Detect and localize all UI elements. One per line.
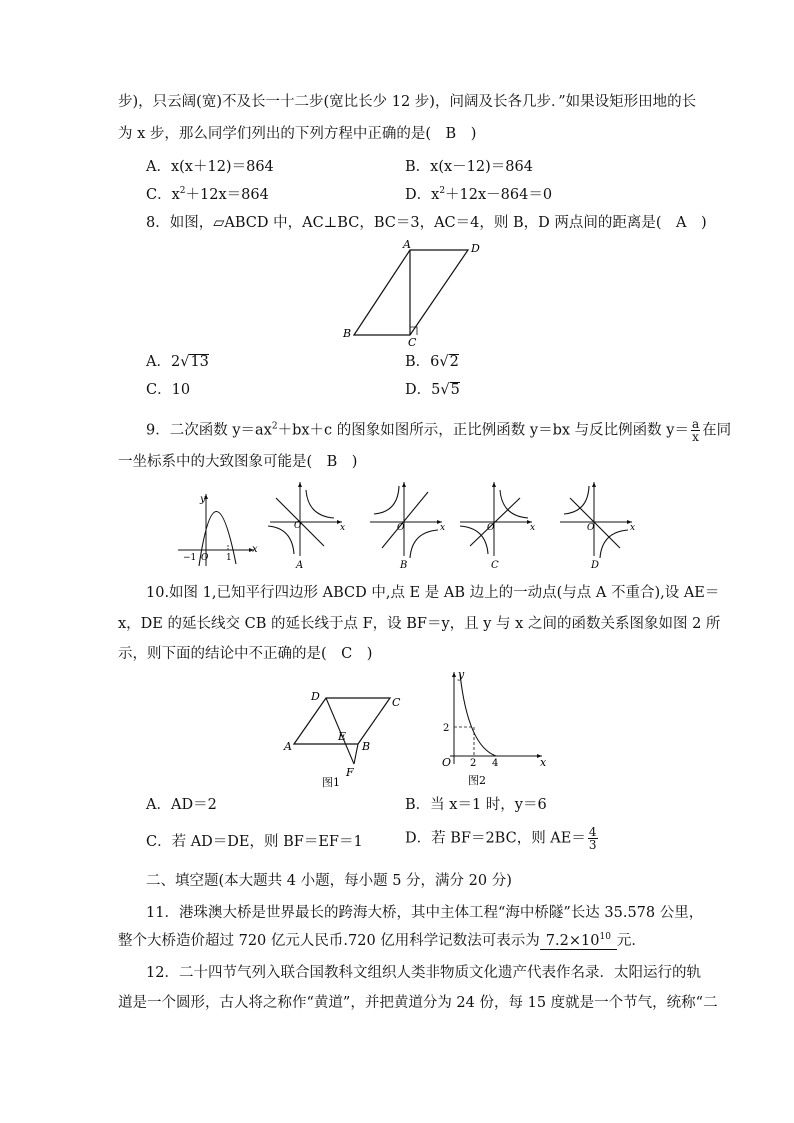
q7-option-d: D．$x^2+12x-864=0$	[405, 186, 553, 203]
section-2-title: 二、填空题(本大题共 4 小题，每小题 5 分，满分 20 分)	[146, 873, 512, 889]
fig1-caption: 图1	[322, 776, 340, 789]
svg-text:C: C	[491, 560, 499, 570]
fraction-four-thirds: $\frac{4}{3}$	[588, 825, 597, 852]
q8-option-b: B．6√2	[405, 354, 459, 370]
svg-text:4: 4	[492, 758, 499, 769]
q8-stem: 8．如图，▱ABCD 中，AC⊥BC，BC＝3，AC＝4，则 B，D 两点间的距离是( A )	[146, 215, 707, 231]
svg-text:O: O	[587, 523, 595, 533]
q10-line-3: 示，则下面的结论中不正确的是( C )	[118, 646, 373, 662]
svg-text:O: O	[442, 756, 452, 769]
svg-text:O: O	[487, 523, 495, 533]
q8-option-c: C．10	[146, 382, 191, 398]
svg-text:2: 2	[443, 723, 450, 734]
svg-text:x: x	[340, 523, 346, 533]
graph-option-a	[268, 482, 345, 570]
q11-answer: $7.2\times 10^{10}$	[540, 933, 617, 950]
graph-option-d	[560, 482, 635, 570]
q9-stem: 9．二次函数 $y=ax^2+bx+c$ 的图象如图所示，正比例函数 y＝bx 与反比例函数 y＝ $\frac{a}{x}$ 在同	[146, 417, 732, 444]
svg-text:O: O	[294, 521, 302, 531]
q12-line-2: 道是一个圆形，古人将之称作“黄道”，并把黄道分为 24 份，每 15 度就是一个节气，统称“二	[118, 995, 718, 1011]
quadratic-graph	[178, 494, 258, 566]
segment-bf	[354, 744, 358, 764]
svg-text:x: x	[540, 756, 546, 769]
svg-text:x: x	[630, 523, 636, 533]
q10-option-a: A．AD＝2	[146, 797, 217, 813]
svg-text:x: x	[252, 544, 258, 555]
q10-option-b: B．当 x＝1 时，y＝6	[405, 797, 547, 813]
q10-line-2: x，DE 的延长线交 CB 的延长线于点 F，设 BF＝y，且 y 与 x 之间的函数关系图象如图 2 所	[118, 616, 721, 632]
svg-text:2: 2	[470, 758, 477, 769]
q10-option-d: D．若 BF＝2BC，则 AE＝ $\frac{4}{3}$	[405, 825, 597, 852]
svg-text:y: y	[200, 494, 206, 505]
svg-text:x: x	[530, 523, 536, 533]
svg-text:1: 1	[226, 553, 232, 563]
q9-line-2: 一坐标系中的大致图象可能是( B )	[118, 454, 358, 470]
svg-text:A: A	[284, 740, 292, 753]
q12-line-1: 12．二十四节气列入联合国教科文组织人类非物质文化遗产代表作名录．太阳运行的轨	[146, 965, 701, 981]
svg-text:D: D	[591, 560, 600, 570]
svg-text:A: A	[296, 560, 304, 570]
q7-option-c: C．$x^2+12x=864$	[146, 186, 269, 203]
svg-text:B: B	[362, 740, 371, 753]
q7-line-2: 为 x 步，那么同学们列出的下列方程中正确的是( B )	[118, 126, 477, 142]
svg-text:O: O	[201, 553, 209, 563]
q10-figure-2	[438, 668, 546, 790]
q10-line-1: 10.如图 1,已知平行四边形 ABCD 中,点 E 是 AB 边上的一动点(与点 A 不重合),设 AE＝	[146, 585, 720, 601]
svg-text:y: y	[458, 668, 465, 681]
label-a: A	[403, 238, 411, 251]
q8-option-d: D．5√5	[405, 382, 460, 398]
fraction-a-over-x: $\frac{a}{x}$	[691, 417, 700, 444]
q8-parallelogram-figure	[330, 236, 490, 348]
q10-option-c: C．若 AD＝DE，则 BF＝EF＝1	[146, 834, 363, 850]
label-b: B	[343, 327, 352, 340]
q11-line-2: 整个大桥造价超过 720 亿元人民币.720 亿用科学记数法可表示为 $7.2\times 10^{10}$ 元．	[118, 932, 646, 949]
q8-option-a: A．2√13	[146, 354, 209, 370]
graph-option-c	[460, 482, 535, 570]
q10-figure-1	[282, 688, 412, 790]
svg-text:E: E	[338, 730, 347, 743]
svg-text:O: O	[397, 523, 405, 533]
q7-option-a: A．x(x＋12)＝864	[146, 159, 274, 175]
q7-option-b: B．x(x－12)＝864	[405, 159, 533, 175]
svg-text:−1: −1	[183, 553, 197, 563]
q7-line-1: 步)，只云阔(宽)不及长一十二步(宽比长少 12 步)，问阔及长各几步．”如果设矩形田地的长	[118, 94, 697, 110]
q9-graphs	[170, 478, 650, 570]
svg-text:C: C	[392, 696, 401, 709]
svg-text:x: x	[440, 523, 446, 533]
fig2-caption: 图2	[468, 774, 486, 787]
label-d: D	[471, 242, 480, 255]
label-c: C	[408, 336, 417, 348]
q11-line-1: 11．港珠澳大桥是世界最长的跨海大桥，其中主体工程“海中桥隧”长达 35.578 公里，	[146, 905, 704, 921]
svg-text:D: D	[311, 690, 320, 703]
graph-option-b	[370, 482, 445, 570]
curve-y-vs-x	[460, 674, 496, 756]
svg-text:B: B	[400, 560, 408, 570]
parallelogram-abcd	[354, 250, 468, 335]
svg-text:F: F	[346, 766, 354, 779]
